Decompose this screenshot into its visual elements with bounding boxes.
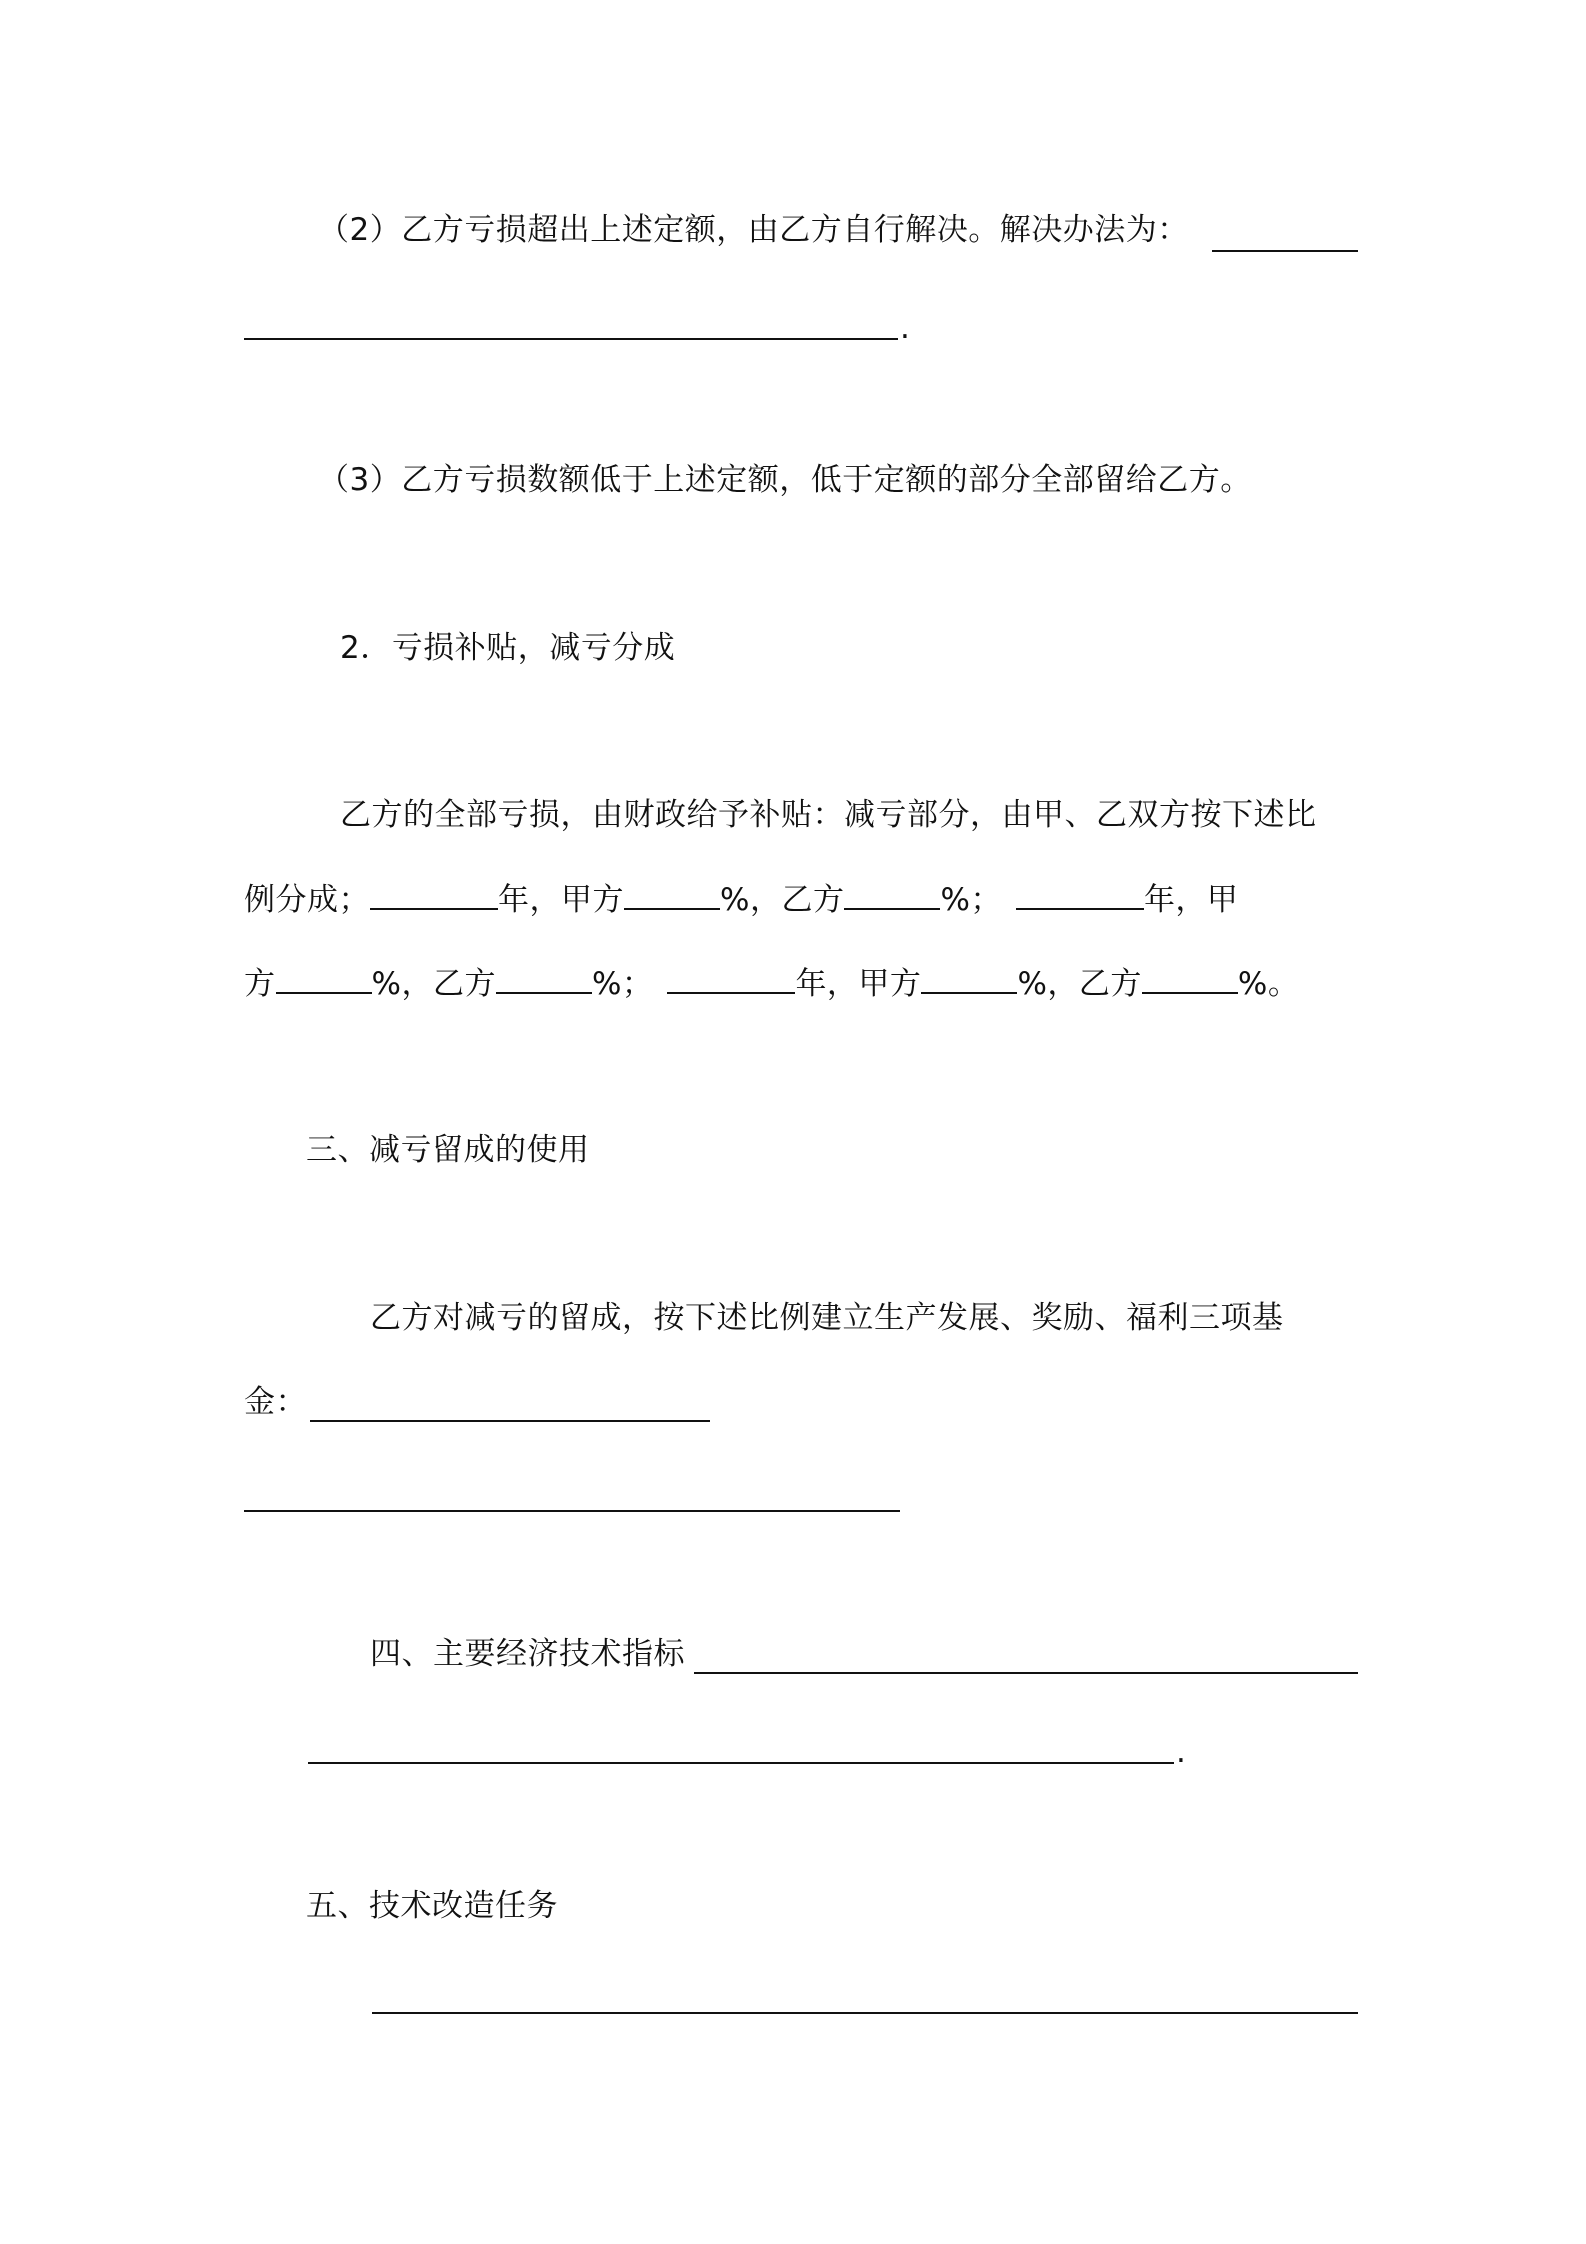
- percent-yi-label-2: %，乙方: [371, 966, 496, 1002]
- year-blank-2[interactable]: [1016, 878, 1144, 910]
- indicator-blank-1[interactable]: [694, 1672, 1358, 1674]
- fund-blank-2[interactable]: [244, 1510, 900, 1512]
- clause-2-blank-2[interactable]: [244, 338, 898, 340]
- yi-percent-blank-1[interactable]: [844, 878, 940, 910]
- percent-end: %。: [1237, 966, 1300, 1002]
- year-blank-1[interactable]: [370, 878, 498, 910]
- tech-task-blank[interactable]: [372, 2012, 1358, 2014]
- section-4-heading: 四、主要经济技术指标: [370, 1636, 685, 1672]
- year-blank-3[interactable]: [667, 962, 795, 994]
- section-2-heading: 2．亏损补贴，减亏分成: [340, 630, 676, 666]
- clause-2-text: （2）乙方亏损超出上述定额，由乙方自行解决。解决办法为：: [318, 212, 1189, 248]
- percent-semicolon-1: %；: [940, 882, 1002, 918]
- fund-label: 金：: [244, 1384, 307, 1420]
- fund-blank-1[interactable]: [310, 1420, 710, 1422]
- section-4-end-mark: .: [1176, 1734, 1186, 1770]
- jia-percent-blank-2[interactable]: [276, 962, 372, 994]
- section-2-paragraph-line-1: 乙方的全部亏损，由财政给予补贴：减亏部分，由甲、乙双方按下述比: [340, 797, 1317, 833]
- line3-prefix: 方: [244, 966, 276, 1002]
- percent-yi-label-1: %，乙方: [720, 882, 845, 918]
- clause-3-text: （3）乙方亏损数额低于上述定额，低于定额的部分全部留给乙方。: [318, 462, 1252, 498]
- percent-semicolon-2: %；: [591, 966, 654, 1002]
- yi-percent-blank-3[interactable]: [1142, 962, 1238, 994]
- year-label-2: 年，甲方: [795, 966, 922, 1002]
- section-3-heading: 三、减亏留成的使用: [306, 1132, 590, 1168]
- clause-3-line: [318, 460, 1252, 500]
- section-2-paragraph-line-2: [244, 878, 1238, 920]
- clause-2-end-mark: .: [900, 310, 910, 346]
- line2-prefix: 例分成；: [244, 882, 370, 918]
- clause-2-blank-1[interactable]: [1212, 250, 1358, 252]
- section-3-paragraph-line-2: [244, 1382, 307, 1422]
- year-jia-label: 年，甲: [1143, 882, 1239, 918]
- jia-percent-blank-1[interactable]: [624, 878, 720, 910]
- percent-yi-label-3: %，乙方: [1017, 966, 1142, 1002]
- section-2-paragraph-line-3: [244, 962, 1299, 1004]
- section-3-paragraph-line-1: 乙方对减亏的留成，按下述比例建立生产发展、奖励、福利三项基: [370, 1300, 1284, 1336]
- yi-percent-blank-2[interactable]: [496, 962, 592, 994]
- year-label-1: 年，甲方: [498, 882, 624, 918]
- section-5-heading: 五、技术改造任务: [306, 1888, 558, 1924]
- indicator-blank-2[interactable]: [308, 1762, 1174, 1764]
- clause-2-line: [318, 210, 1189, 250]
- jia-percent-blank-3[interactable]: [921, 962, 1017, 994]
